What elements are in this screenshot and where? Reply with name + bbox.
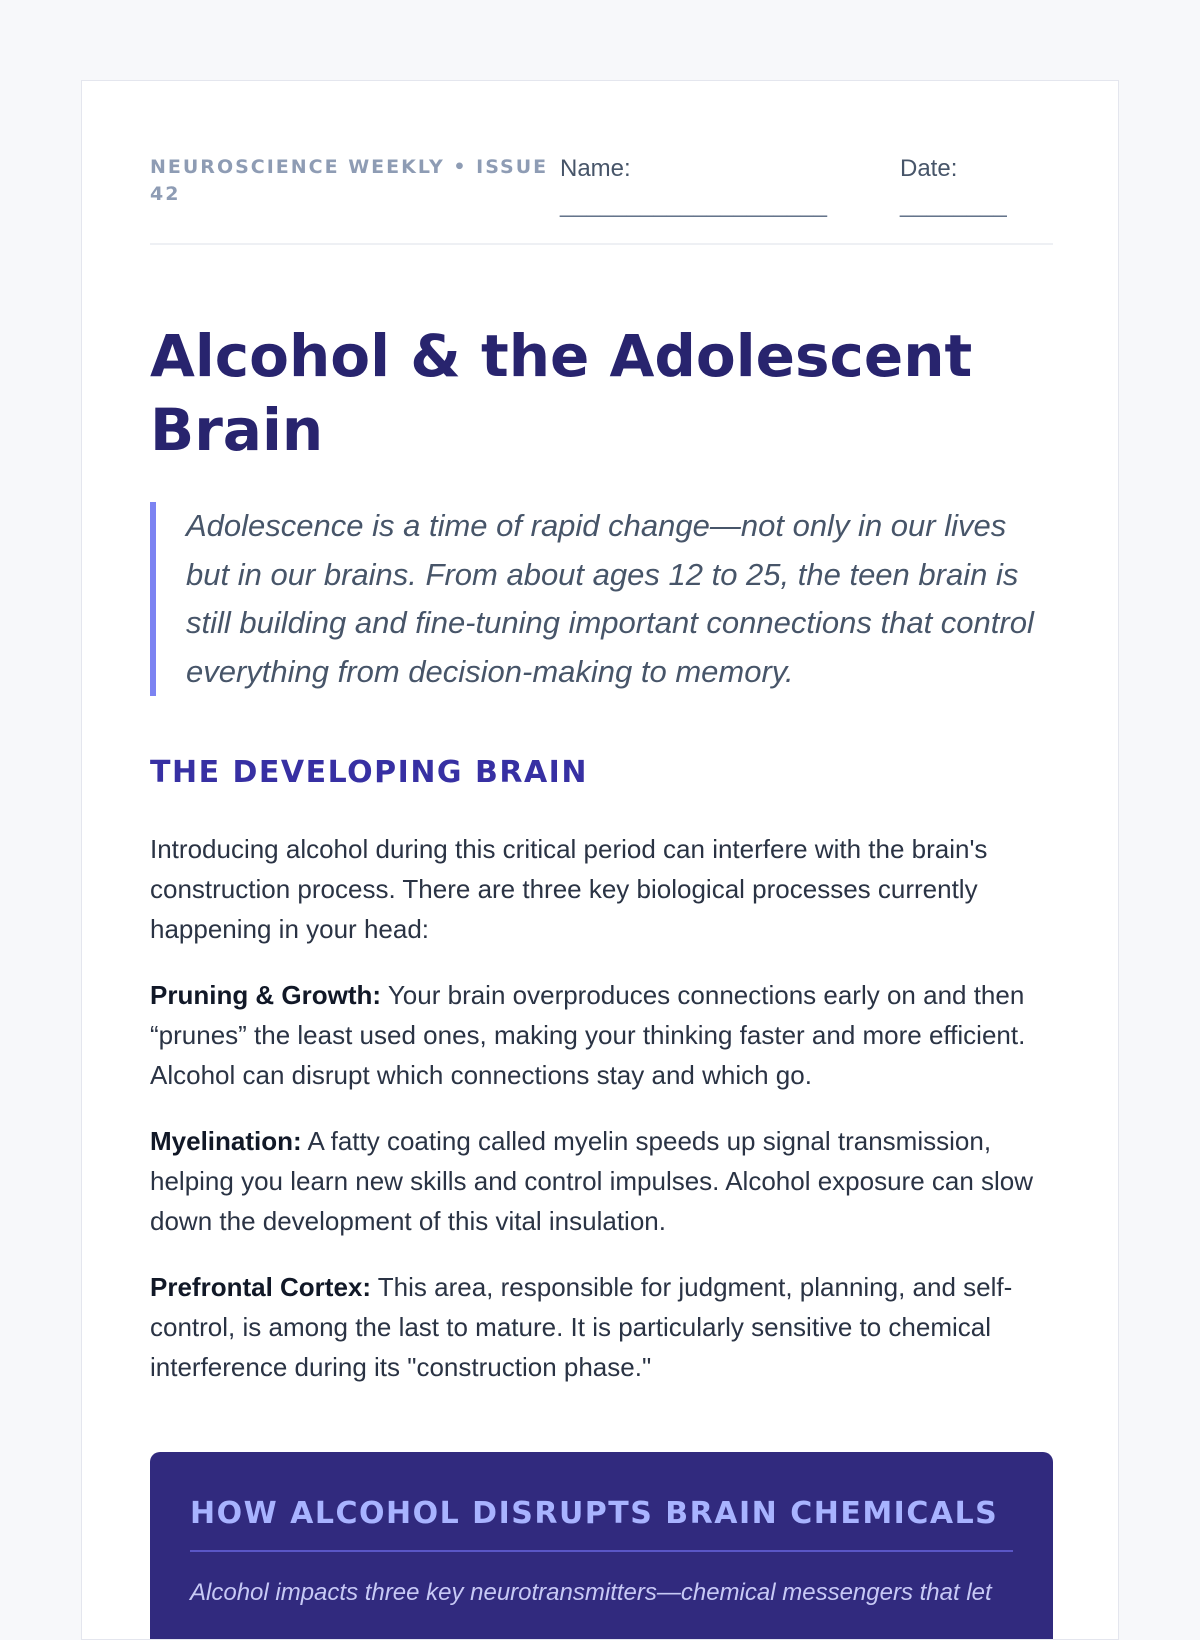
process-term: Prefrontal Cortex: — [150, 1272, 372, 1302]
section-intro: Introducing alcohol during this critical period can interfere with the brain's construction process. There are three key biological processes currently happening in your head: — [150, 834, 988, 944]
name-label: Name: — [560, 155, 631, 182]
date-field — [900, 151, 1040, 223]
brain-chemicals-callout — [150, 1452, 1053, 1640]
process-prefrontal-cortex — [150, 1267, 1053, 1387]
lede-quote: Adolescence is a time of rapid change—not only in our lives but in our brains. From about ages 12 to 25, the teen brain is still building and fine-tuning important connections that control everything from decision-making to memory. — [150, 502, 1053, 696]
worksheet-header — [150, 151, 1053, 245]
process-term: Pruning & Growth: — [150, 980, 382, 1010]
publication-kicker: NEUROSCIENCE WEEKLY • ISSUE 42 — [150, 156, 549, 205]
callout-text: Alcohol impacts three key neurotransmitters—chemical messengers that let — [190, 1579, 992, 1606]
process-description: A fatty coating called myelin speeds up signal transmission, helping you learn new skills and control impulses. Alcohol exposure can slow down the development of this vital insulation. — [150, 1126, 1034, 1236]
process-description: Your brain overproduces connections early on and then “prunes” the least used ones, making your thinking faster and more efficient. Alcohol can disrupt which connections stay and which go. — [150, 980, 1026, 1090]
callout-divider — [190, 1550, 1013, 1552]
worksheet-page — [81, 80, 1119, 1640]
date-label: Date: — [900, 155, 958, 182]
name-blank-line: ____________________ — [560, 191, 827, 218]
section-heading: THE DEVELOPING BRAIN — [150, 755, 588, 790]
process-term: Myelination: — [150, 1126, 302, 1156]
callout-title: HOW ALCOHOL DISRUPTS BRAIN CHEMICALS — [190, 1496, 999, 1531]
name-field — [560, 151, 860, 223]
process-myelination — [150, 1121, 1053, 1241]
process-description: This area, responsible for judgment, planning, and self-control, is among the last to mature. It is particularly sensitive to chemical interference during its "construction phase." — [150, 1272, 1013, 1382]
process-pruning — [150, 975, 1053, 1095]
date-blank-line: ________ — [900, 191, 1007, 218]
page-title: Alcohol & the Adolescent Brain — [150, 322, 973, 464]
